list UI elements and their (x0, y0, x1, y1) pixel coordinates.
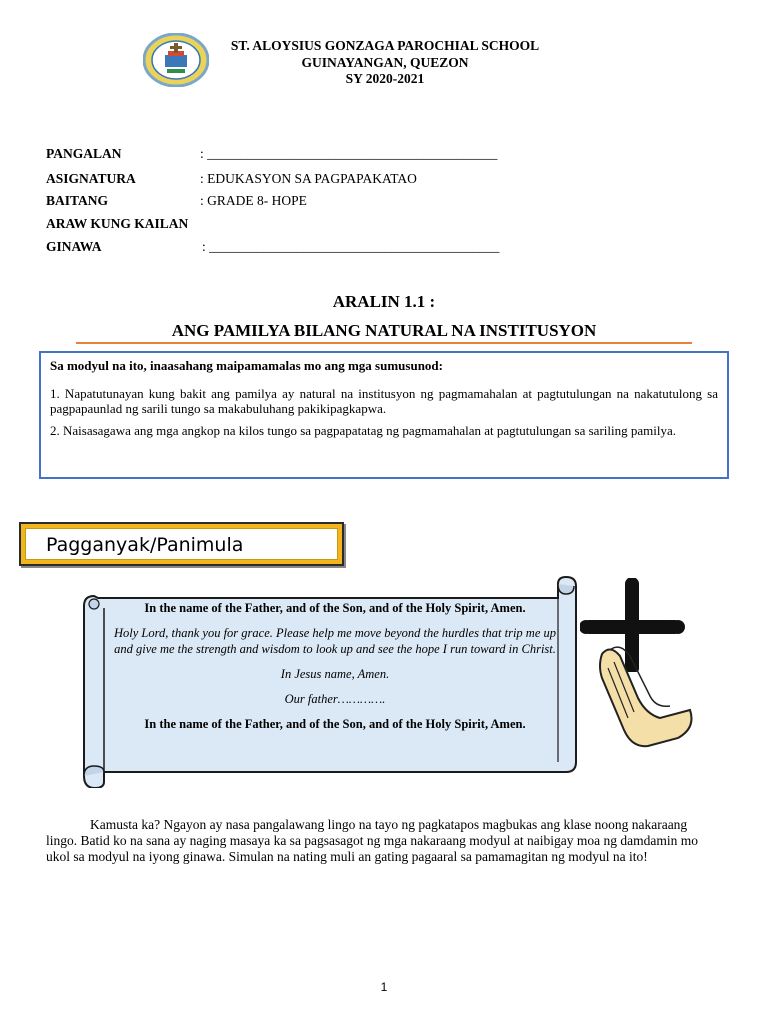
grade-label: BAITANG (46, 193, 109, 208)
subject-label: ASIGNATURA (46, 171, 136, 186)
intro-paragraph: Kamusta ka? Ngayon ay nasa pangalawang lingo na tayo ng pagkatapos magbukas ang klase noong nakaraang lingo. Batid ko na sana ay naging masaya ka sa pagsasagot ng mga nakaraang modyul at naibigay moa ng damdamin mo ukol sa modyul na iyong ginawa. Simulan na nating muli an gating pagaaral sa pamamagitan ng modyul na ito! (46, 817, 698, 864)
cross-praying-hands-icon (580, 578, 698, 754)
prayer-body: Holy Lord, thank you for grace. Please help me move beyond the hurdles that trip me up and give me the strength and wisdom to look up and see the hope I run toward in Christ. (113, 626, 557, 656)
prayer-our-father: Our father…………. (284, 692, 386, 706)
section-title: Pagganyak/Panimula (25, 528, 338, 560)
subject-value: : EDUKASYON SA PAGPAPAKATAO (200, 171, 417, 186)
objectives-box (39, 351, 729, 479)
date-label-line1: ARAW KUNG KAILAN (46, 216, 189, 231)
school-year: SY 2020-2021 (345, 71, 425, 86)
grade-value: : GRADE 8- HOPE (200, 193, 307, 208)
name-blank: : ___________________________________________ (200, 146, 498, 161)
prayer-opening: In the name of the Father, and of the Son, and of the Holy Spirit, Amen. (144, 601, 526, 615)
objectives-intro: Sa modyul na ito, inaasahang maipamamalas mo ang mga sumusunod: (50, 358, 443, 373)
objective-item: 2. Naisasagawa ang mga angkop na kilos tungo sa pagpapatatag ng pagmamahalan at pagtutulungan sa sariling pamilya. (50, 422, 676, 438)
prayer-closing: In Jesus name, Amen. (280, 667, 390, 681)
school-location: GUINAYANGAN, QUEZON (301, 54, 469, 70)
objective-item: 1. Napatutunayan kung bakit ang pamilya ay natural na institusyon ng pagmamahalan at pagtutulungan na nakatutulong sa pagpapaunlad ng sarili tungo sa makabuluhang pakikipagkapwa. (50, 385, 718, 416)
school-logo (143, 33, 209, 87)
prayer-text (104, 600, 566, 741)
date-label-line2: GINAWA (46, 239, 102, 254)
name-label: PANGALAN (46, 146, 122, 161)
school-header (205, 38, 565, 88)
lesson-number: ARALIN 1.1 : (332, 292, 436, 311)
lesson-title: ANG PAMILYA BILANG NATURAL NA INSTITUSYON (171, 321, 597, 340)
page-number: 1 (380, 980, 388, 994)
section-header (19, 522, 344, 566)
title-underline (76, 342, 692, 344)
school-name: ST. ALOYSIUS GONZAGA PAROCHIAL SCHOOL (230, 38, 540, 53)
prayer-final: In the name of the Father, and of the Son, and of the Holy Spirit, Amen. (144, 717, 526, 731)
date-blank: : ___________________________________________ (202, 239, 500, 254)
